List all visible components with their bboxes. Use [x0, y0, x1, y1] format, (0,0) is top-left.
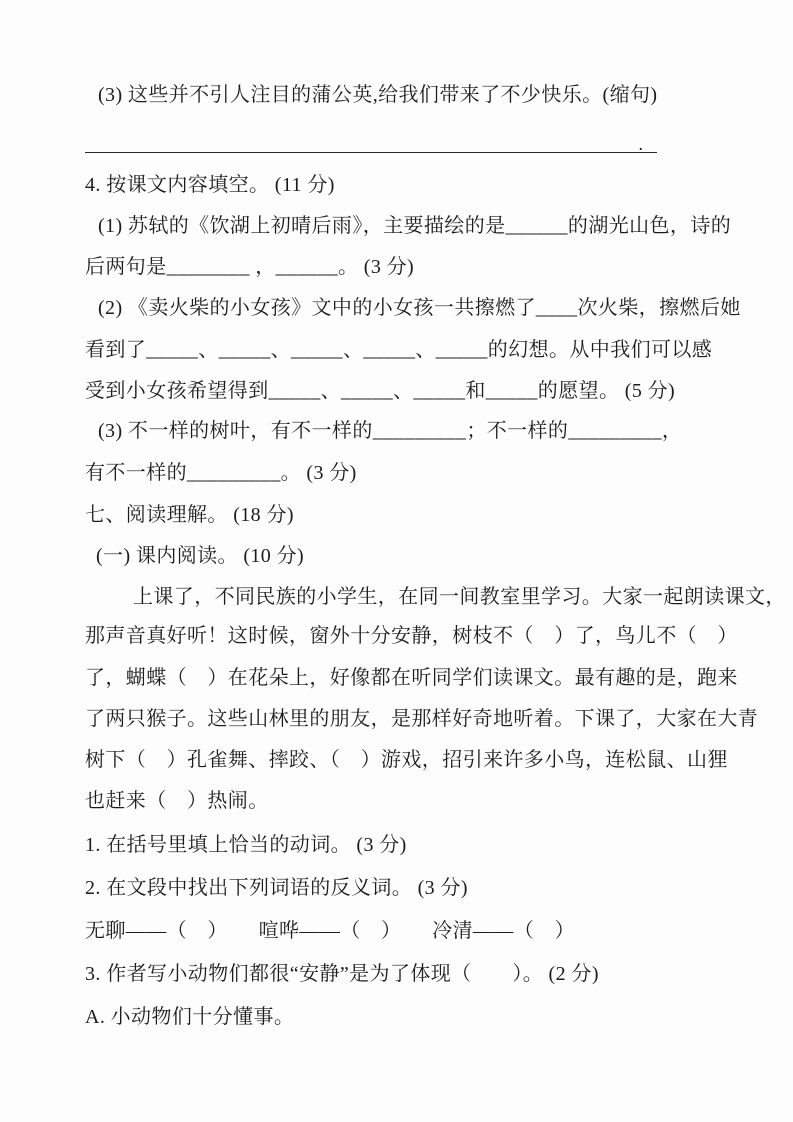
q4-item2-line1: (2) 《卖火柴的小女孩》文中的小女孩一共擦燃了____次火柴，擦燃后她: [98, 297, 741, 319]
passage-line: 树下（ ）孔雀舞、摔跤、（ ）游戏，招引来许多小鸟，连松鼠、山狸: [85, 749, 728, 771]
q4-header: 4. 按课文内容填空。 (11 分): [85, 174, 335, 196]
q4-item3-line2: 有不一样的_________。 (3 分): [85, 462, 357, 484]
q4-item2-line3: 受到小女孩希望得到_____、_____、_____和_____的愿望。 (5 分): [85, 380, 676, 402]
antonym-row: 无聊——（ ） 喧哗——（ ） 冷清——（ ）: [85, 920, 575, 942]
q4-item1-line1: (1) 苏轼的《饮湖上初晴后雨》，主要描绘的是______的湖光山色，诗的: [98, 215, 732, 237]
reading1-header: (一) 课内阅读。 (10 分): [96, 545, 305, 567]
passage-line: 也赶来（ ）热闹。: [85, 790, 269, 812]
q4-item1-line2: 后两句是________ ，______。 (3 分): [85, 256, 415, 278]
passage-line: 那声音真好听！这时候，窗外十分安静，树枝不（ ）了，鸟儿不（ ）: [85, 625, 738, 647]
passage-line: 上课了，不同民族的小学生，在同一间教室里学习。大家一起朗读课文，: [133, 586, 786, 608]
reading-q2: 2. 在文段中找出下列词语的反义词。 (3 分): [85, 877, 468, 899]
q4-item2-line2: 看到了_____、_____、_____、_____、_____的幻想。从中我们可以感: [85, 339, 713, 361]
reading-q3: 3. 作者写小动物们都很“安静”是为了体现（ ）。 (2 分): [85, 963, 599, 985]
period-mark: .: [638, 134, 643, 154]
answer-rule: [85, 118, 657, 153]
q4-item3-line1: (3) 不一样的树叶，有不一样的_________；不一样的_________，: [98, 420, 683, 442]
passage-line: 了两只猴子。这些山林里的朋友，是那样好奇地听着。下课了，大家在大青: [85, 708, 759, 730]
reading-q1: 1. 在括号里填上恰当的动词。 (3 分): [85, 834, 407, 856]
passage-line: 了，蝴蝶（ ）在花朵上，好像都在听同学们读课文。最有趣的是，跑来: [85, 667, 738, 689]
sentence-shrink-question: (3) 这些并不引人注目的蒲公英,给我们带来了不少快乐。(缩句): [98, 84, 658, 106]
section7-header: 七、阅读理解。 (18 分): [85, 504, 294, 526]
option-a: A. 小动物们十分懂事。: [85, 1006, 295, 1028]
